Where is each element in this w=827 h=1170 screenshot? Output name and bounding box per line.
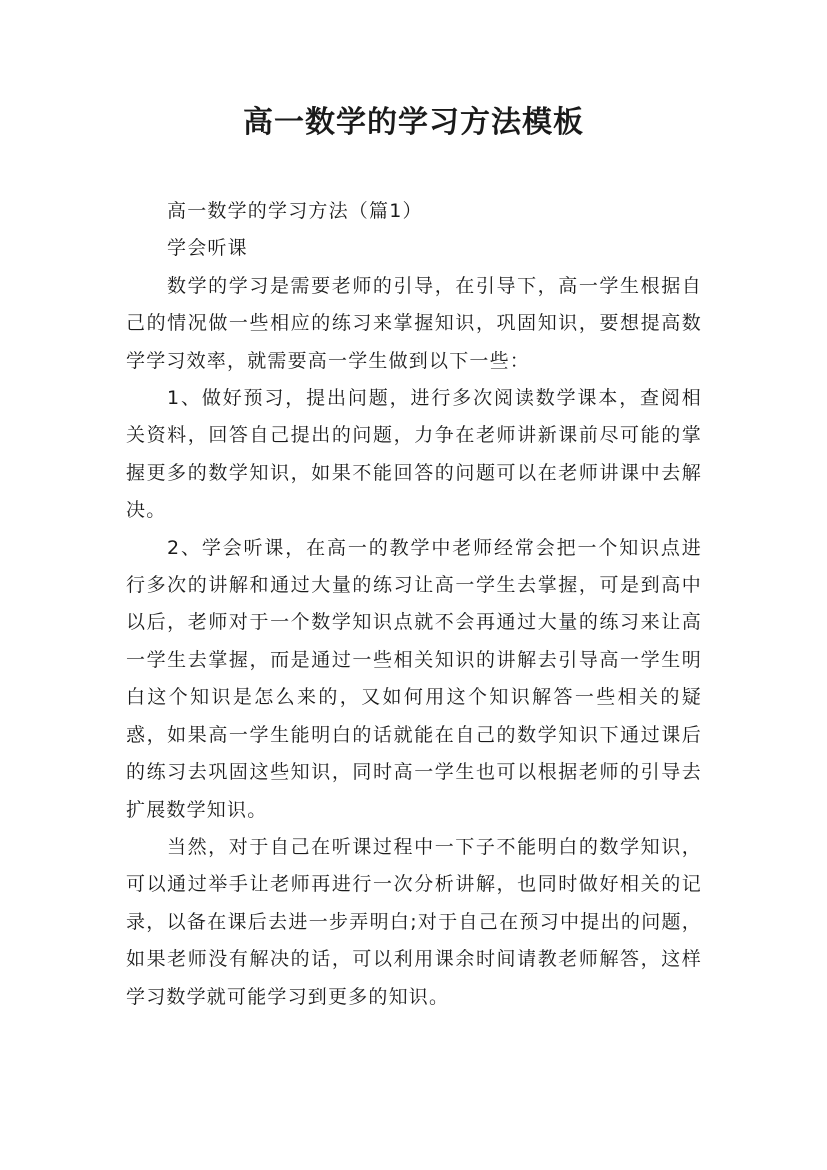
subheading: 学会听课 — [167, 237, 248, 260]
body-paragraph: 当然，对于自己在听课过程中一下子不能明白的数学知识，可以通过举手让老师再进行一次分析讲解，也同时做好相关的记录，以备在课后去进一步弄明白;对于自己在预习中提出的问题，如果老师没有解决的话，可以利用课余时间请教老师解答，这样学习数学就可能学习到更多的知识。 — [126, 835, 702, 1008]
body-paragraph: 2、学会听课，在高一的教学中老师经常会把一个知识点进行多次的讲解和通过大量的练习让高一学生去掌握，可是到高中以后，老师对于一个数学知识点就不会再通过大量的练习来让高一学生去掌握，而是通过一些相关知识的讲解去引导高一学生明白这个知识是怎么来的，又如何用这个知识解答一些相关的疑惑，如果高一学生能明白的话就能在自己的数学知识下通过课后的练习去巩固这些知识，同时高一学生也可以根据老师的引导去扩展数学知识。 — [126, 536, 702, 821]
body-paragraph: 1、做好预习，提出问题，进行多次阅读数学课本，查阅相关资料，回答自己提出的问题，力争在老师讲新课前尽可能的掌握更多的数学知识，如果不能回答的问题可以在老师讲课中去解决。 — [126, 387, 702, 522]
section-heading: 高一数学的学习方法（篇1） — [167, 200, 423, 222]
document-title: 高一数学的学习方法模板 — [243, 105, 584, 140]
document-body — [126, 193, 702, 1016]
body-paragraph: 数学的学习是需要老师的引导，在引导下，高一学生根据自己的情况做一些相应的练习来掌握知识，巩固知识，要想提高数学学习效率，就需要高一学生做到以下一些： — [126, 274, 702, 372]
